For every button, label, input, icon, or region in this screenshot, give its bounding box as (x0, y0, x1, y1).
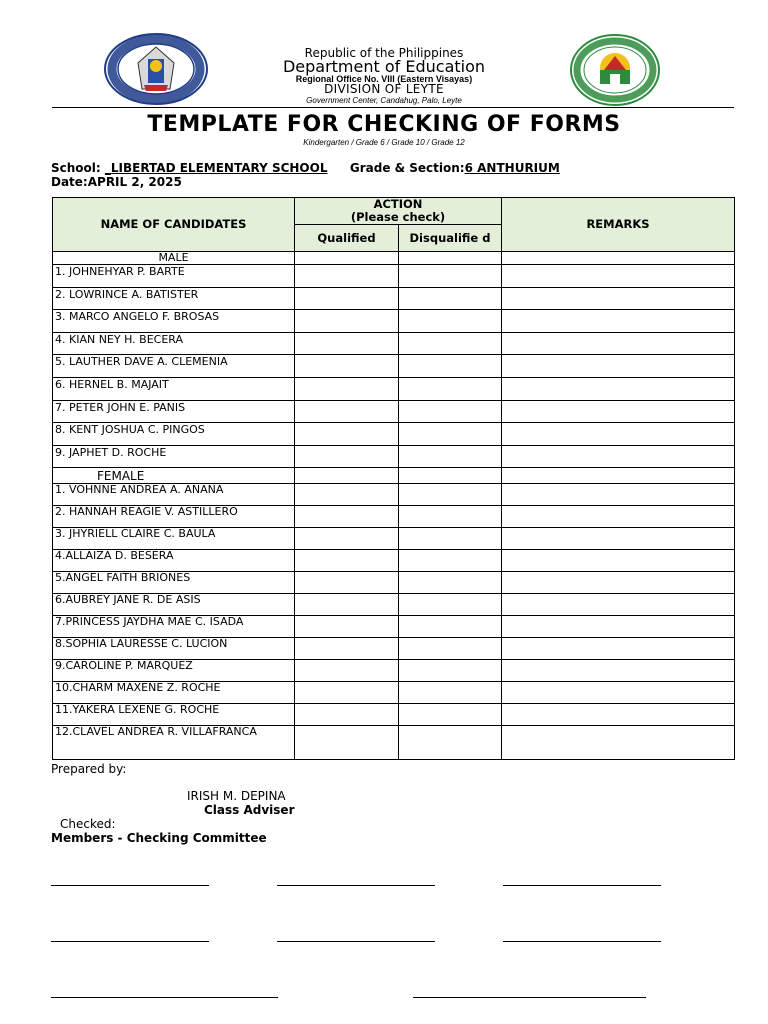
male-section-label: MALE (53, 252, 295, 265)
disqualified-check-cell[interactable] (399, 310, 502, 333)
remarks-cell[interactable] (502, 682, 735, 704)
disqualified-check-cell[interactable] (399, 265, 502, 288)
action-column-header (295, 198, 502, 225)
table-row (53, 484, 735, 506)
checked-label: Checked: (60, 817, 116, 831)
signature-line (277, 941, 435, 942)
regional-office-heading: Regional Office No. VIII (Eastern Visayas) (295, 74, 473, 84)
remarks-cell[interactable] (502, 265, 735, 288)
disqualified-check-cell[interactable] (399, 400, 502, 423)
disqualified-check-cell[interactable] (399, 355, 502, 378)
signature-line (277, 885, 435, 886)
candidate-name: 2. HANNAH REAGIE V. ASTILLERO (53, 506, 295, 528)
table-row (53, 265, 735, 288)
disqualified-check-cell[interactable] (399, 616, 502, 638)
division-heading: DIVISION OF LEYTE (324, 82, 444, 96)
signature-line (51, 941, 209, 942)
disqualified-check-cell[interactable] (399, 594, 502, 616)
office-address: Government Center, Candahug, Palo, Leyte (306, 96, 462, 105)
qualified-check-cell[interactable] (295, 638, 399, 660)
table-row (53, 726, 735, 760)
header-divider (52, 107, 734, 108)
disqualified-check-cell[interactable] (399, 528, 502, 550)
school-value: _LIBERTAD ELEMENTARY SCHOOL (104, 161, 328, 175)
date-label: Date: (51, 175, 88, 189)
remarks-cell[interactable] (502, 377, 735, 400)
remarks-cell[interactable] (502, 704, 735, 726)
table-row (53, 400, 735, 423)
candidate-name: 10.CHARM MAXENE Z. ROCHE (53, 682, 295, 704)
candidate-name: 9.CAROLINE P. MARQUEZ (53, 660, 295, 682)
candidate-name: 5.ANGEL FAITH BRIONES (53, 572, 295, 594)
disqualified-check-cell[interactable] (399, 572, 502, 594)
candidate-name: 8.SOPHIA LAURESSE C. LUCION (53, 638, 295, 660)
candidate-name: 4.ALLAIZA D. BESERA (53, 550, 295, 572)
candidate-name: 7.PRINCESS JAYDHA MAE C. ISADA (53, 616, 295, 638)
table-row (53, 287, 735, 310)
signature-line (503, 941, 661, 942)
qualified-check-cell[interactable] (295, 445, 399, 468)
signature-line (51, 885, 209, 886)
remarks-cell[interactable] (502, 638, 735, 660)
qualified-check-cell[interactable] (295, 506, 399, 528)
table-row (53, 550, 735, 572)
candidate-name: 12.CLAVEL ANDREA R. VILLAFRANCA (53, 726, 295, 760)
table-row (53, 616, 735, 638)
table-row (53, 682, 735, 704)
remarks-cell[interactable] (502, 445, 735, 468)
table-row (53, 660, 735, 682)
female-section-label: FEMALE (53, 468, 295, 484)
qualified-check-cell[interactable] (295, 484, 399, 506)
qualified-check-cell[interactable] (295, 660, 399, 682)
candidate-name: 3. MARCO ANGELO F. BROSAS (53, 310, 295, 333)
page-title: TEMPLATE FOR CHECKING OF FORMS (147, 112, 621, 137)
table-row (53, 638, 735, 660)
qualified-check-cell[interactable] (295, 726, 399, 760)
qualified-check-cell[interactable] (295, 682, 399, 704)
grade-section-label: Grade & Section: (349, 161, 465, 175)
remarks-column-header: REMARKS (502, 198, 735, 252)
candidate-name: 3. JHYRIELL CLAIRE C. BAULA (53, 528, 295, 550)
table-row (53, 572, 735, 594)
disqualified-check-cell[interactable] (399, 445, 502, 468)
grade-section-value: 6 ANTHURIUM (464, 161, 560, 175)
qualified-check-cell[interactable] (295, 265, 399, 288)
disqualified-check-cell[interactable] (399, 287, 502, 310)
date-value: APRIL 2, 2025 (87, 175, 182, 189)
action-header-subtitle: (Please check) (350, 210, 446, 224)
candidate-name: 5. LAUTHER DAVE A. CLEMENIA (53, 355, 295, 378)
disqualified-check-cell[interactable] (399, 332, 502, 355)
remarks-cell[interactable] (502, 506, 735, 528)
remarks-cell[interactable] (502, 310, 735, 333)
qualified-check-cell[interactable] (295, 594, 399, 616)
candidate-name: 6. HERNEL B. MAJAIT (53, 377, 295, 400)
adviser-role: Class Adviser (204, 803, 295, 817)
disqualified-column-header: Disqualifie d (399, 225, 502, 252)
table-row (53, 310, 735, 333)
adviser-name: IRISH M. DEPINA (187, 789, 286, 803)
qualified-check-cell[interactable] (295, 704, 399, 726)
action-header-label: ACTION (373, 197, 423, 211)
disqualified-check-cell[interactable] (399, 682, 502, 704)
signature-line (413, 997, 646, 998)
qualified-check-cell[interactable] (295, 287, 399, 310)
candidate-name: 9. JAPHET D. ROCHE (53, 445, 295, 468)
candidates-table (52, 197, 735, 760)
candidate-name: 1. JOHNEHYAR P. BARTE (53, 265, 295, 288)
candidate-name: 4. KIAN NEY H. BECERA (53, 332, 295, 355)
republic-heading: Republic of the Philippines (304, 46, 464, 60)
qualified-check-cell[interactable] (295, 400, 399, 423)
table-row (53, 528, 735, 550)
remarks-cell[interactable] (502, 484, 735, 506)
prepared-by-label: Prepared by: (51, 762, 127, 776)
candidate-name: 1. VOHNNE ANDREA A. AÑANA (53, 484, 295, 506)
disqualified-check-cell[interactable] (399, 660, 502, 682)
school-info-line (51, 161, 560, 175)
school-label: School: (51, 161, 101, 175)
qualified-check-cell[interactable] (295, 332, 399, 355)
qualified-column-header: Qualified (295, 225, 399, 252)
qualified-check-cell[interactable] (295, 377, 399, 400)
candidate-name: 6.AUBREY JANE R. DE ASIS (53, 594, 295, 616)
candidate-name: 8. KENT JOSHUA C. PINGOS (53, 423, 295, 446)
remarks-cell[interactable] (502, 550, 735, 572)
table-row (53, 506, 735, 528)
qualified-check-cell[interactable] (295, 550, 399, 572)
remarks-cell[interactable] (502, 287, 735, 310)
signature-line (51, 997, 278, 998)
candidate-name: 7. PETER JOHN E. PANIS (53, 400, 295, 423)
qualified-check-cell[interactable] (295, 355, 399, 378)
remarks-cell[interactable] (502, 423, 735, 446)
table-row (53, 445, 735, 468)
committee-label: Members - Checking Committee (51, 831, 267, 845)
qualified-check-cell[interactable] (295, 572, 399, 594)
table-row (53, 377, 735, 400)
candidate-name: 11.YAKERA LEXENE G. ROCHE (53, 704, 295, 726)
qualified-check-cell[interactable] (295, 423, 399, 446)
disqualified-check-cell[interactable] (399, 423, 502, 446)
disqualified-check-cell[interactable] (399, 704, 502, 726)
table-row (53, 704, 735, 726)
remarks-cell[interactable] (502, 594, 735, 616)
remarks-cell[interactable] (502, 528, 735, 550)
name-column-header: NAME OF CANDIDATES (53, 198, 295, 252)
disqualified-check-cell[interactable] (399, 726, 502, 760)
remarks-cell[interactable] (502, 616, 735, 638)
qualified-check-cell[interactable] (295, 310, 399, 333)
signature-line (503, 885, 661, 886)
table-row (53, 332, 735, 355)
table-row (53, 355, 735, 378)
disqualified-check-cell[interactable] (399, 638, 502, 660)
grade-levels-line: Kindergarten / Grade 6 / Grade 10 / Grade 12 (303, 138, 465, 147)
qualified-check-cell[interactable] (295, 528, 399, 550)
qualified-check-cell[interactable] (295, 616, 399, 638)
candidate-name: 2. LOWRINCE A. BATISTER (53, 287, 295, 310)
remarks-cell[interactable] (502, 572, 735, 594)
remarks-cell[interactable] (502, 355, 735, 378)
disqualified-check-cell[interactable] (399, 550, 502, 572)
department-heading: Department of Education (282, 57, 486, 76)
disqualified-check-cell[interactable] (399, 506, 502, 528)
disqualified-check-cell[interactable] (399, 484, 502, 506)
remarks-cell[interactable] (502, 400, 735, 423)
table-row (53, 423, 735, 446)
date-line (51, 175, 182, 189)
table-row (53, 594, 735, 616)
remarks-cell[interactable] (502, 726, 735, 760)
disqualified-check-cell[interactable] (399, 377, 502, 400)
remarks-cell[interactable] (502, 332, 735, 355)
remarks-cell[interactable] (502, 660, 735, 682)
